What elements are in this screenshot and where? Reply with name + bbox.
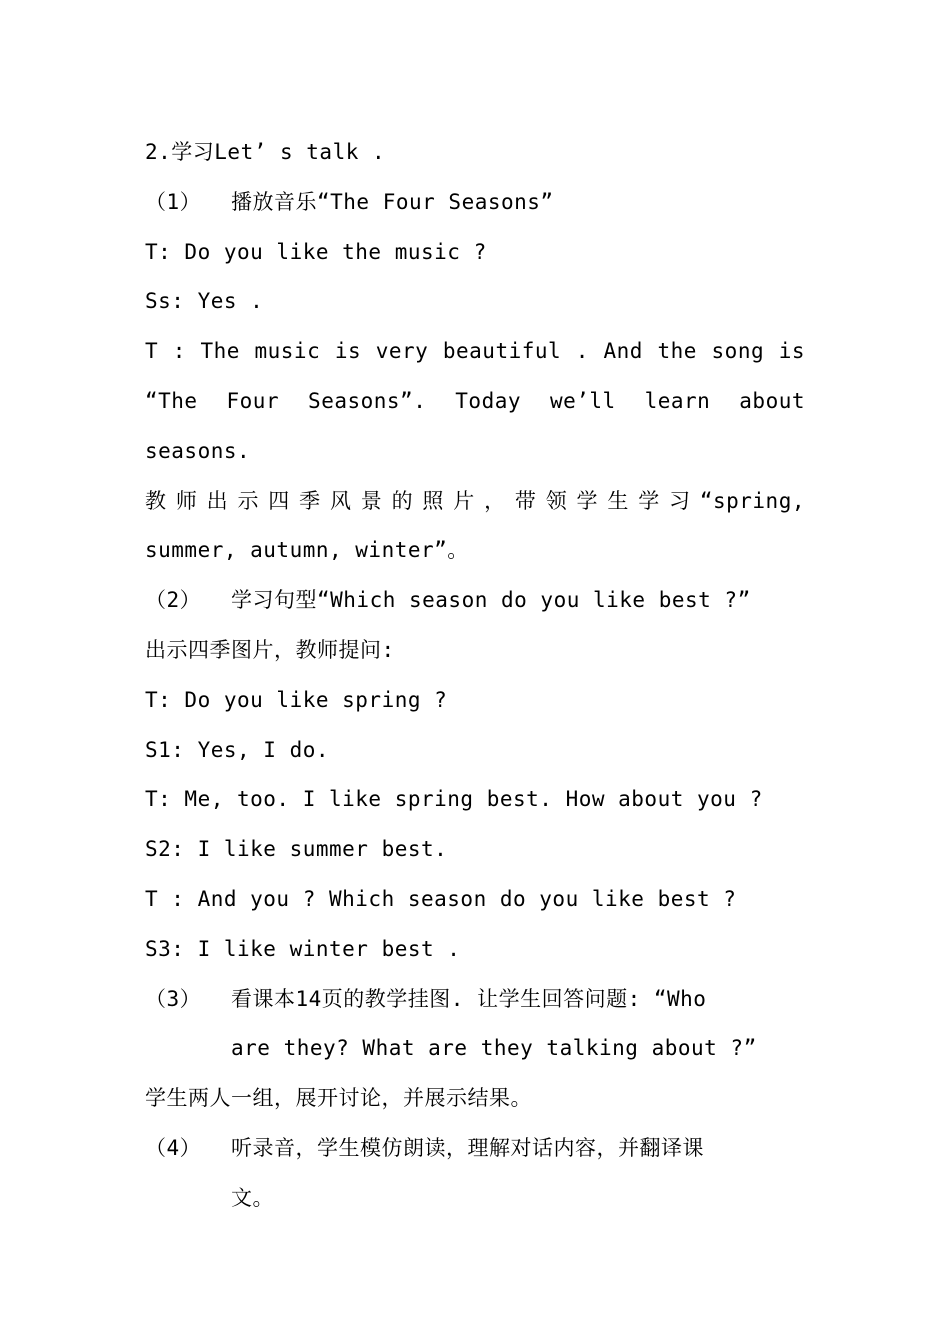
step-2 [145, 576, 805, 626]
dialogue-line-continued: “The Four Seasons”. Today we’ll learn about [145, 388, 805, 413]
step-1 [145, 178, 805, 228]
step-text: 学习句型“Which season do you like best ?” [231, 588, 751, 613]
dialogue-line: Ss: Yes . [145, 289, 264, 314]
dialogue-line-continued: seasons. [145, 438, 251, 463]
step-number: （1） [145, 189, 202, 214]
dialogue-line: S1: Yes, I do. [145, 737, 330, 762]
dialogue-line: S3: I like winter best . [145, 936, 461, 961]
instruction-text: 教师出示四季风景的照片，带领学生学习“spring, [145, 488, 805, 513]
dialogue-line: T : And you ? Which season do you like best ? [145, 886, 737, 911]
step-text-continued: are they? What are they talking about ?” [231, 1036, 757, 1061]
step-text-continued: 文。 [231, 1185, 274, 1210]
step-number: （2） [145, 588, 202, 613]
step-number: （4） [145, 1135, 202, 1160]
dialogue-line: T: Do you like the music ? [145, 239, 487, 264]
document-page [145, 128, 805, 1224]
dialogue-line: S2: I like summer best. [145, 837, 448, 862]
dialogue-line: T : The music is very beautiful . And the song is [145, 339, 805, 364]
dialogue-line: T: Me, too. I like spring best. How about you ? [145, 787, 763, 812]
step-number: （3） [145, 986, 202, 1011]
instruction-text: 学生两人一组，展开讨论，并展示结果。 [145, 1086, 532, 1111]
section-heading: 2.学习Let’ s talk . [145, 140, 386, 164]
step-3 [145, 975, 805, 1025]
step-text: 播放音乐“The Four Seasons” [231, 189, 554, 214]
step-text: 听录音，学生模仿朗读，理解对话内容，并翻译课 [231, 1135, 704, 1160]
dialogue-line: T: Do you like spring ? [145, 687, 448, 712]
step-4 [145, 1124, 805, 1174]
instruction-text-continued: summer, autumn, winter”。 [145, 538, 469, 563]
step-text: 看课本14页的教学挂图. 让学生回答问题: “Who [231, 986, 707, 1011]
instruction-text: 出示四季图片，教师提问: [145, 637, 395, 662]
